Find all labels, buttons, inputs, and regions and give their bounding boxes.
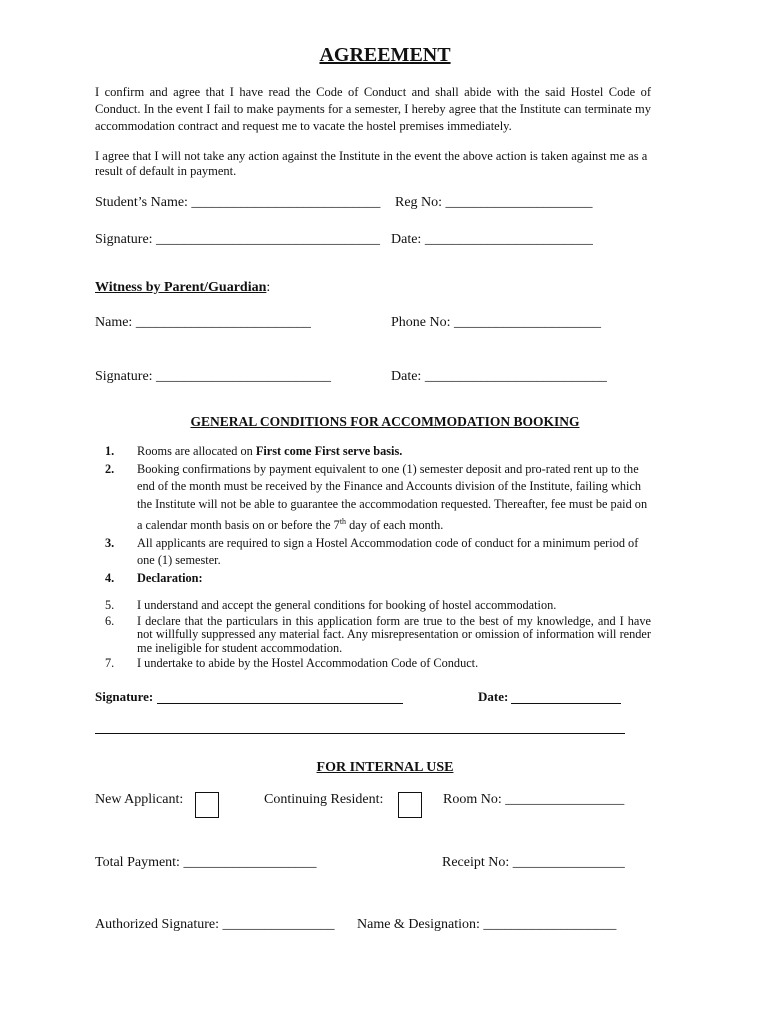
- total-payment-field[interactable]: Total Payment: ___________________: [95, 855, 317, 870]
- name-designation-field[interactable]: Name & Designation: ___________________: [357, 917, 617, 932]
- declarations-list: [95, 599, 651, 671]
- list-item-bold-text: First come First serve basis.: [255, 444, 403, 458]
- witness-heading-text: Witness by Parent/Guardian: [95, 280, 267, 295]
- declaration-label: Declaration:: [137, 570, 203, 585]
- student-name-field[interactable]: Student’s Name: ___________________________: [95, 195, 381, 210]
- list-item-text-end: day of each month.: [346, 518, 444, 533]
- conditions-heading: GENERAL CONDITIONS FOR ACCOMMODATION BOOKING: [190, 414, 580, 429]
- continuing-resident-checkbox[interactable]: [398, 792, 422, 818]
- list-item-number: 1.: [105, 444, 115, 458]
- declaration-signature-line[interactable]: [157, 703, 403, 704]
- list-item-number: 3.: [105, 535, 115, 550]
- list-item: [95, 615, 651, 656]
- witness-phone-field[interactable]: Phone No: _____________________: [391, 315, 601, 330]
- list-item-text: Booking confirmations by payment equivalent to one (1) semester deposit and pro-rated rent up to the end of the month must be received by the Finance and Accounts division of the Institute, failing which the Institute will not be able to guarantee the accommodation requested. Thereafter, fee must be paid on a calendar month basis on or before the 7: [137, 461, 648, 533]
- receipt-no-field[interactable]: Receipt No: ________________: [442, 855, 625, 870]
- list-item: [95, 599, 651, 613]
- witness-signature-field[interactable]: Signature: _________________________: [95, 369, 332, 384]
- agreement-paragraph-1: I confirm and agree that I have read the Code of Conduct and shall abide with the said Hostel Code of Conduct. In the event I fail to make payments for a semester, I hereby agree that the Institute can terminate my accommodation contract and request me to vacate the hostel premises immediately.: [95, 85, 651, 133]
- declaration-date-line[interactable]: [511, 703, 621, 704]
- list-item: [95, 535, 651, 570]
- list-item-number: 7.: [105, 656, 115, 670]
- list-item-number: 4.: [105, 570, 115, 585]
- new-applicant-label: New Applicant:: [95, 792, 184, 807]
- student-signature-field[interactable]: Signature: ________________________________: [95, 232, 381, 247]
- list-item-text: I undertake to abide by the Hostel Accommodation Code of Conduct.: [137, 656, 479, 670]
- witness-name-field[interactable]: Name: _________________________: [95, 315, 311, 330]
- agreement-paragraph-2: I agree that I will not take any action against the Institute in the event the above action is taken against me as a result of default in payment.: [95, 149, 648, 178]
- witness-heading-colon: :: [266, 280, 271, 295]
- list-item: [95, 570, 651, 588]
- witness-date-field[interactable]: Date: __________________________: [391, 369, 607, 384]
- list-item-number: 5.: [105, 598, 115, 612]
- list-item: [95, 657, 651, 671]
- student-date-field[interactable]: Date: ________________________: [391, 232, 593, 247]
- reg-no-field[interactable]: Reg No: _____________________: [395, 195, 593, 210]
- list-item-text: Rooms are allocated on: [137, 444, 256, 458]
- list-item: [95, 443, 651, 461]
- declaration-date-label: Date:: [478, 689, 509, 704]
- list-item-number: 6.: [105, 613, 115, 628]
- page-title: AGREEMENT: [319, 44, 451, 66]
- list-item-superscript: th: [339, 517, 347, 526]
- conditions-list: [95, 443, 651, 587]
- continuing-resident-label: Continuing Resident:: [264, 792, 384, 807]
- authorized-signature-field[interactable]: Authorized Signature: ________________: [95, 917, 335, 932]
- list-item-text: I understand and accept the general conditions for booking of hostel accommodation.: [137, 598, 557, 612]
- room-no-field[interactable]: Room No: _________________: [443, 792, 625, 807]
- new-applicant-checkbox[interactable]: [195, 792, 219, 818]
- list-item-text: All applicants are required to sign a Hostel Accommodation code of conduct for a minimum period of one (1) semester.: [137, 535, 639, 568]
- list-item-text: I declare that the particulars in this application form are true to the best of my knowledge, and I have not willfully suppressed any material fact. Any misrepresentation or omission of information will render me ineligible for student accommodation.: [137, 613, 651, 655]
- declaration-signature-label: Signature:: [95, 689, 154, 704]
- witness-heading: [95, 280, 270, 296]
- list-item-number: 2.: [105, 461, 115, 476]
- internal-use-heading: FOR INTERNAL USE: [316, 760, 454, 775]
- section-divider: [95, 733, 625, 734]
- list-item: [95, 461, 651, 535]
